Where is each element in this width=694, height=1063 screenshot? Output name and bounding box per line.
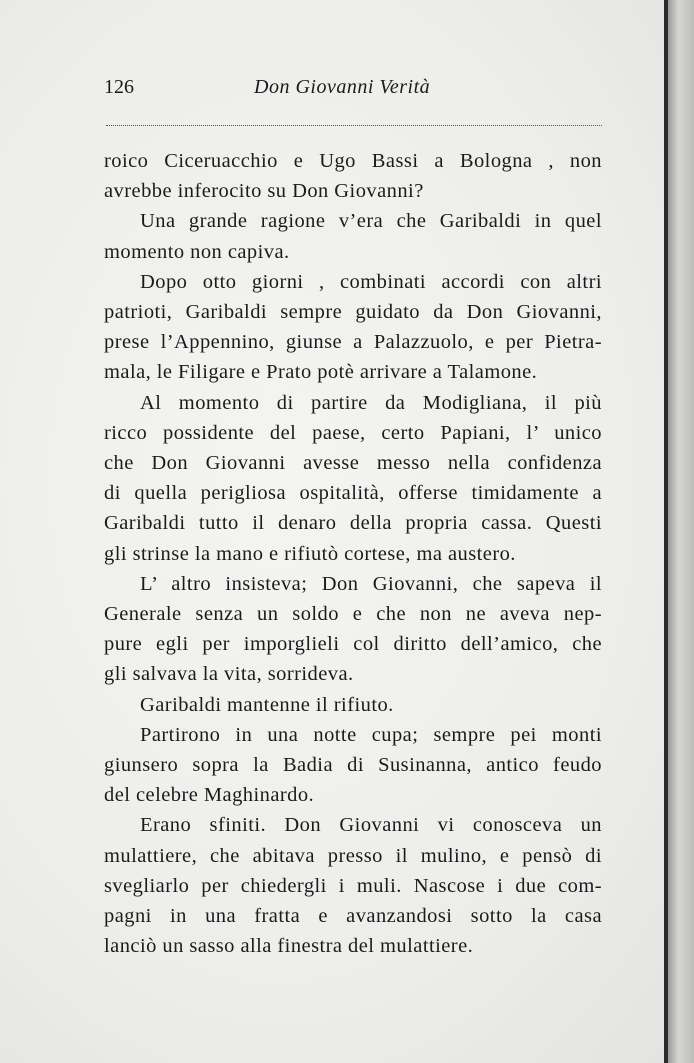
text-line: gli salvava la vita, sorrideva. (104, 663, 354, 686)
text-line: del celebre Maghinardo. (104, 784, 315, 807)
text-line: Garibaldi mantenne il rifiuto. (140, 693, 394, 716)
text-line: prese l’Appennino, giunse a Palazzuolo, e per Pietra- (104, 331, 602, 354)
page-number: 126 (104, 76, 134, 98)
paragraph (104, 146, 602, 206)
text-line: patrioti, Garibaldi sempre guidato da Don Giovanni, (104, 301, 602, 324)
paragraph (104, 810, 602, 961)
book-spine-shadow (668, 0, 694, 1063)
text-line: pure egli per imporglieli col diritto dell’amico, che (104, 633, 602, 656)
text-line: giunsero sopra la Badia di Susinanna, antico feudo (104, 754, 602, 777)
text-line: avrebbe inferocito su Don Giovanni? (104, 180, 424, 203)
text-line: Garibaldi tutto il denaro della propria cassa. Questi (104, 512, 602, 535)
text-line: Al momento di partire da Modigliana, il più (140, 391, 602, 414)
text-line: roico Ciceruacchio e Ugo Bassi a Bologna , non (104, 150, 602, 172)
paragraph (104, 690, 602, 720)
text-line: Generale senza un soldo e che non ne aveva nep- (104, 603, 602, 626)
text-line: Partirono in una notte cupa; sempre pei monti (140, 723, 602, 746)
text-line: lanciò un sasso alla finestra del mulattiere. (104, 935, 474, 958)
body-text (104, 146, 602, 961)
text-line: Una grande ragione v’era che Garibaldi in quel (140, 210, 602, 233)
text-line: pagni in una fratta e avanzandosi sotto la casa (104, 905, 602, 928)
page-header (104, 76, 602, 104)
text-line: momento non capiva. (104, 240, 290, 263)
text-line: L’ altro insisteva; Don Giovanni, che sapeva il (140, 572, 602, 595)
text-line: di quella perigliosa ospitalità, offerse timidamente a (104, 482, 602, 505)
paragraph (104, 720, 602, 811)
text-line: che Don Giovanni avesse messo nella confidenza (104, 452, 602, 475)
paragraph (104, 569, 602, 690)
paragraph (104, 206, 602, 266)
paragraph (104, 267, 602, 388)
header-divider (106, 125, 602, 126)
text-line: Dopo otto giorni , combinati accordi con altri (140, 270, 602, 293)
running-title: Don Giovanni Verità (254, 76, 431, 98)
text-line: svegliarlo per chiedergli i muli. Nascose i due com- (104, 874, 602, 897)
paragraph (104, 388, 602, 569)
text-line: ricco possidente del paese, certo Papiani, l’ unico (104, 421, 602, 444)
text-line: mulattiere, che abitava presso il mulino, e pensò di (104, 844, 602, 867)
text-line: Erano sfiniti. Don Giovanni vi conosceva un (140, 814, 602, 837)
text-line: gli strinse la mano e rifiutò cortese, ma austero. (104, 542, 516, 565)
text-line: mala, le Filigare e Prato potè arrivare a Talamone. (104, 361, 538, 384)
